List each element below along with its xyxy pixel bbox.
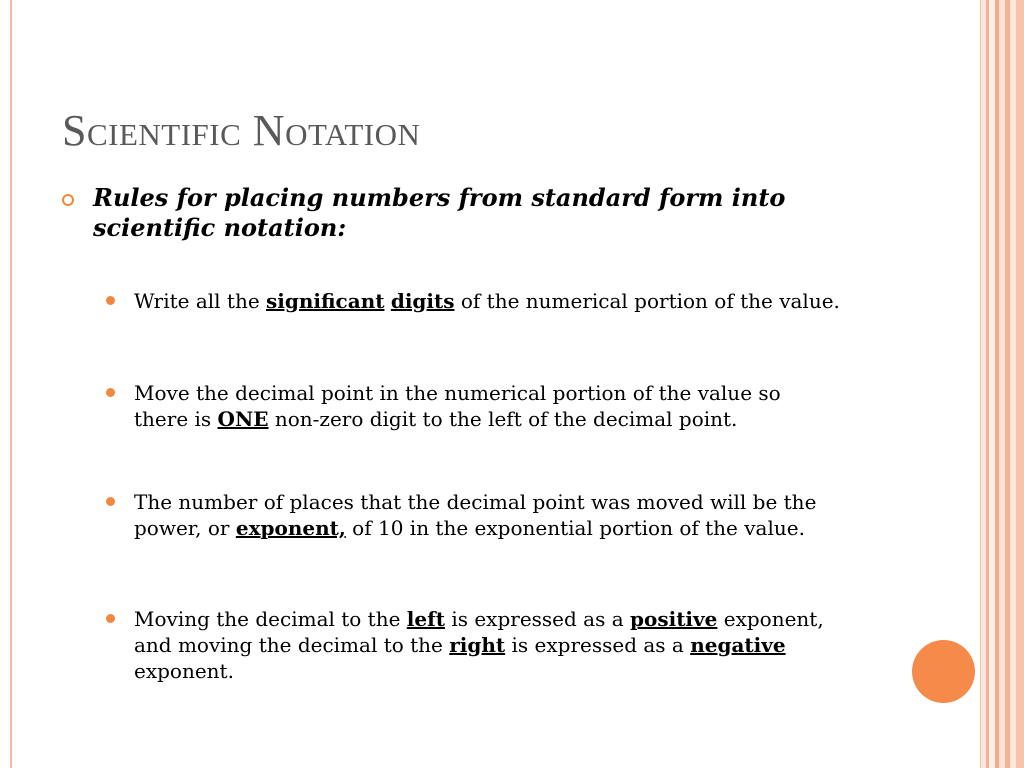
dot-bullet-icon xyxy=(106,388,115,397)
right-decorative-stripes xyxy=(980,0,1024,768)
emphasis-digits: digits xyxy=(390,289,455,313)
sub-bullet-3 xyxy=(106,489,866,541)
emphasis-one: ONE xyxy=(217,407,269,431)
decorative-circle xyxy=(912,640,975,703)
ring-bullet-icon xyxy=(62,194,74,206)
emphasis-exponent: exponent, xyxy=(235,516,346,540)
sub-bullet-4 xyxy=(106,606,866,684)
emphasis-negative: negative xyxy=(690,633,786,657)
sub-bullet-text: Move the decimal point in the numerical portion of the value so there is ONE non-zero digit to the left of the decimal point. xyxy=(134,381,781,431)
sub-bullet-1 xyxy=(106,288,866,314)
main-bullet xyxy=(62,183,862,243)
emphasis-positive: positive xyxy=(630,607,718,631)
emphasis-significant: significant xyxy=(266,289,385,313)
sub-bullet-text: Write all the significant digits of the numerical portion of the value. xyxy=(134,289,840,313)
left-border-line xyxy=(10,0,12,768)
slide-title: Scientific Notation xyxy=(62,106,421,155)
emphasis-right: right xyxy=(449,633,506,657)
sub-bullet-text: The number of places that the decimal point was moved will be the power, or exponent, of 10 in the exponential portion of the value. xyxy=(134,490,817,540)
emphasis-left: left xyxy=(406,607,445,631)
sub-bullet-text: Moving the decimal to the left is expressed as a positive exponent, and moving the decimal to the right is expressed as a negative exponent. xyxy=(134,607,824,683)
sub-bullet-2 xyxy=(106,380,866,432)
dot-bullet-icon xyxy=(106,296,115,305)
main-bullet-text: Rules for placing numbers from standard form into scientific notation: xyxy=(93,183,786,242)
dot-bullet-icon xyxy=(106,614,115,623)
dot-bullet-icon xyxy=(106,497,115,506)
